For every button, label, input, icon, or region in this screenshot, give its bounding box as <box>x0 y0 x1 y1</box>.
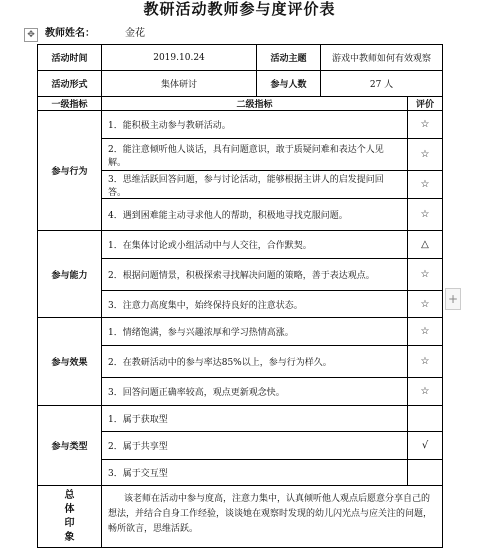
participant-count-label: 参与人数 <box>257 71 321 97</box>
evaluation-mark[interactable]: ☆ <box>408 291 443 318</box>
evaluation-mark[interactable]: △ <box>408 231 443 259</box>
indicator-text: 1．情绪饱满，参与兴趣浓厚和学习热情高涨。 <box>102 318 408 346</box>
summary-label-char: 总 <box>64 489 75 501</box>
info-row-1 <box>38 45 443 71</box>
activity-time-value[interactable]: 2019.10.24 <box>102 45 257 71</box>
indicator-text: 2．能注意倾听他人谈话，具有问题意识，敢于质疑问难和表达个人见解。 <box>102 139 408 171</box>
evaluation-mark[interactable]: ☆ <box>408 111 443 139</box>
summary-label-char: 象 <box>64 531 75 543</box>
info-row-2 <box>38 71 443 97</box>
header-level1: 一级指标 <box>38 97 102 111</box>
activity-theme-value[interactable]: 游戏中教师如何有效观察 <box>321 45 443 71</box>
evaluation-mark[interactable]: ☆ <box>408 139 443 171</box>
evaluation-table <box>37 44 443 548</box>
evaluation-mark[interactable]: ☆ <box>408 318 443 346</box>
indicator-text: 1．属于获取型 <box>102 406 408 432</box>
activity-theme-label: 活动主题 <box>257 45 321 71</box>
evaluation-mark[interactable]: ☆ <box>408 171 443 199</box>
header-row <box>38 97 443 111</box>
summary-label-char: 印 <box>64 517 75 529</box>
group-label: 参与类型 <box>38 406 102 486</box>
teacher-name-value[interactable]: 金花 <box>125 28 145 39</box>
evaluation-mark[interactable]: ☆ <box>408 378 443 406</box>
teacher-name-row <box>45 26 145 42</box>
evaluation-mark[interactable]: √ <box>408 432 443 460</box>
evaluation-mark[interactable] <box>408 460 443 486</box>
indicator-row <box>38 406 443 432</box>
indicator-text: 1．在集体讨论或小组活动中与人交往，合作默契。 <box>102 231 408 259</box>
page-title: 教研活动教师参与度评价表 <box>143 0 336 18</box>
indicator-text: 2．根据问题情景，积极探索寻找解决问题的策略，善于表达观点。 <box>102 259 408 291</box>
header-level2: 二级指标 <box>102 97 408 111</box>
group-label: 参与效果 <box>38 318 102 406</box>
teacher-name-label: 教师姓名： <box>45 28 95 39</box>
evaluation-mark[interactable] <box>408 406 443 432</box>
evaluation-mark[interactable]: ☆ <box>408 346 443 378</box>
indicator-text: 4．遇到困难能主动寻求他人的帮助，积极地寻找克服问题。 <box>102 199 408 231</box>
evaluation-mark[interactable]: ☆ <box>408 259 443 291</box>
indicator-row <box>38 318 443 346</box>
activity-form-value[interactable]: 集体研讨 <box>102 71 257 97</box>
group-label: 参与能力 <box>38 231 102 318</box>
activity-form-label: 活动形式 <box>38 71 102 97</box>
activity-time-label: 活动时间 <box>38 45 102 71</box>
summary-text[interactable]: 该老师在活动中参与度高，注意力集中，认真倾听他人观点后愿意分享自己的想法，并结合自身工作经验，谈谈她在观察时发现的幼儿闪光点与应关注的问题，畅所欲言，思维活跃。 <box>102 486 443 548</box>
move-icon[interactable]: ✥ <box>24 28 38 42</box>
indicator-text: 3．思维活跃回答问题，参与讨论活动，能够根据主讲人的启发提问回答。 <box>102 171 408 199</box>
indicator-text: 2．属于共享型 <box>102 432 408 460</box>
summary-label <box>38 486 102 548</box>
indicator-text: 3．回答问题正确率较高，观点更新观念快。 <box>102 378 408 406</box>
header-eval: 评价 <box>408 97 443 111</box>
indicator-row <box>38 111 443 139</box>
indicator-row <box>38 231 443 259</box>
participant-count-value[interactable]: 27 人 <box>321 71 443 97</box>
indicator-text: 1．能积极主动参与教研活动。 <box>102 111 408 139</box>
indicator-text: 2．在教研活动中的参与率达85%以上，参与行为样久。 <box>102 346 408 378</box>
indicator-text: 3．属于交互型 <box>102 460 408 486</box>
summary-row <box>38 486 443 548</box>
plus-icon[interactable]: + <box>445 288 461 310</box>
group-label: 参与行为 <box>38 111 102 231</box>
indicator-text: 3．注意力高度集中，始终保持良好的注意状态。 <box>102 291 408 318</box>
summary-label-char: 体 <box>64 503 75 515</box>
evaluation-mark[interactable]: ☆ <box>408 199 443 231</box>
